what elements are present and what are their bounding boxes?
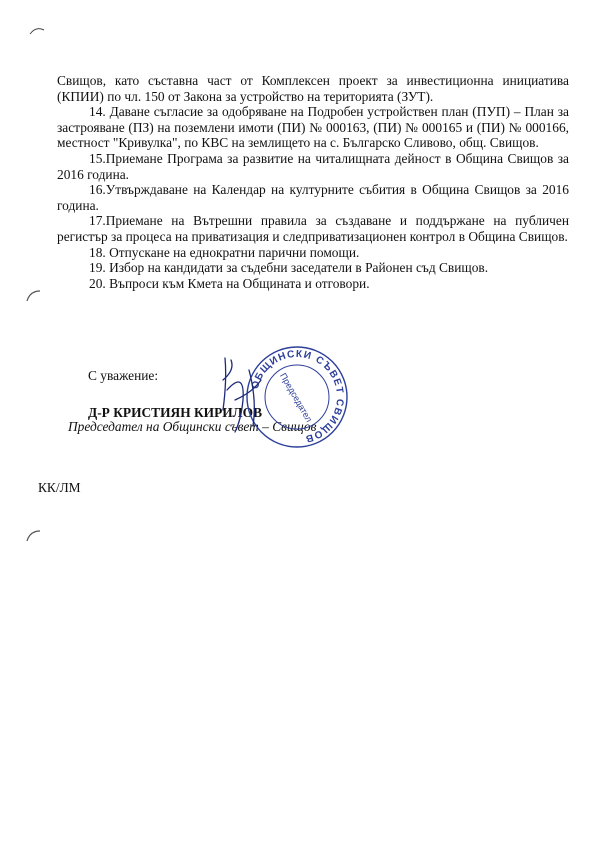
agenda-item-19: 19. Избор на кандидати за съдебни заседатели в Районен съд Свищов. <box>89 260 489 276</box>
agenda-item-17: 17.Приемане на Вътрешни правила за създаване и поддържане на публичен регистър за процеса на приватизация и следприватизационен контрол в Община Свищов. <box>57 213 569 244</box>
signer-name: Д-Р КРИСТИЯН КИРИЛОВ <box>88 405 262 420</box>
agenda-item-20: 20. Въпроси към Кмета на Общината и отговори. <box>89 275 370 291</box>
scan-mark-icon <box>28 22 48 38</box>
punch-hole-mark-icon <box>24 527 44 543</box>
document-initials: КК/ЛМ <box>38 480 81 495</box>
agenda-item-16: 16.Утвърждаване на Календар на културните събития в Община Свищов за 2016 година. <box>57 182 569 213</box>
closing-salutation: С уважение: <box>88 368 159 383</box>
agenda-item-14: 14. Даване съгласие за одобряване на Подробен устройствен план (ПУП) – План за застрояване (ПЗ) на поземлени имоти (ПИ) № 000163, (ПИ) № 000165 и (ПИ) № 000166, местност "Кривулка", по КВС на землището на с. Българско Сливово, общ. Свищов. <box>57 104 569 151</box>
stamp-center-text: Председател <box>278 371 315 424</box>
signer-title: Председател на Общински съвет – Свищов <box>68 419 317 434</box>
agenda-paragraph: Свищов, като съставна част от Комплексен проект за инвестиционна инициатива (КПИИ) по чл. 150 от Закона за устройство на територията (ЗУТ). <box>57 73 569 104</box>
agenda-items <box>57 73 569 291</box>
handwritten-signature-icon <box>205 340 275 440</box>
punch-hole-mark-icon <box>24 287 44 303</box>
stamp-ring-text: ОБЩИНСКИ СЪВЕТ СВИЩОВ <box>249 348 346 445</box>
agenda-item-15: 15.Приемане Програма за развитие на читалищната дейност в Община Свищов за 2016 година. <box>57 150 569 182</box>
agenda-item-18: 18. Отпускане на еднократни парични помощи. <box>89 244 360 260</box>
